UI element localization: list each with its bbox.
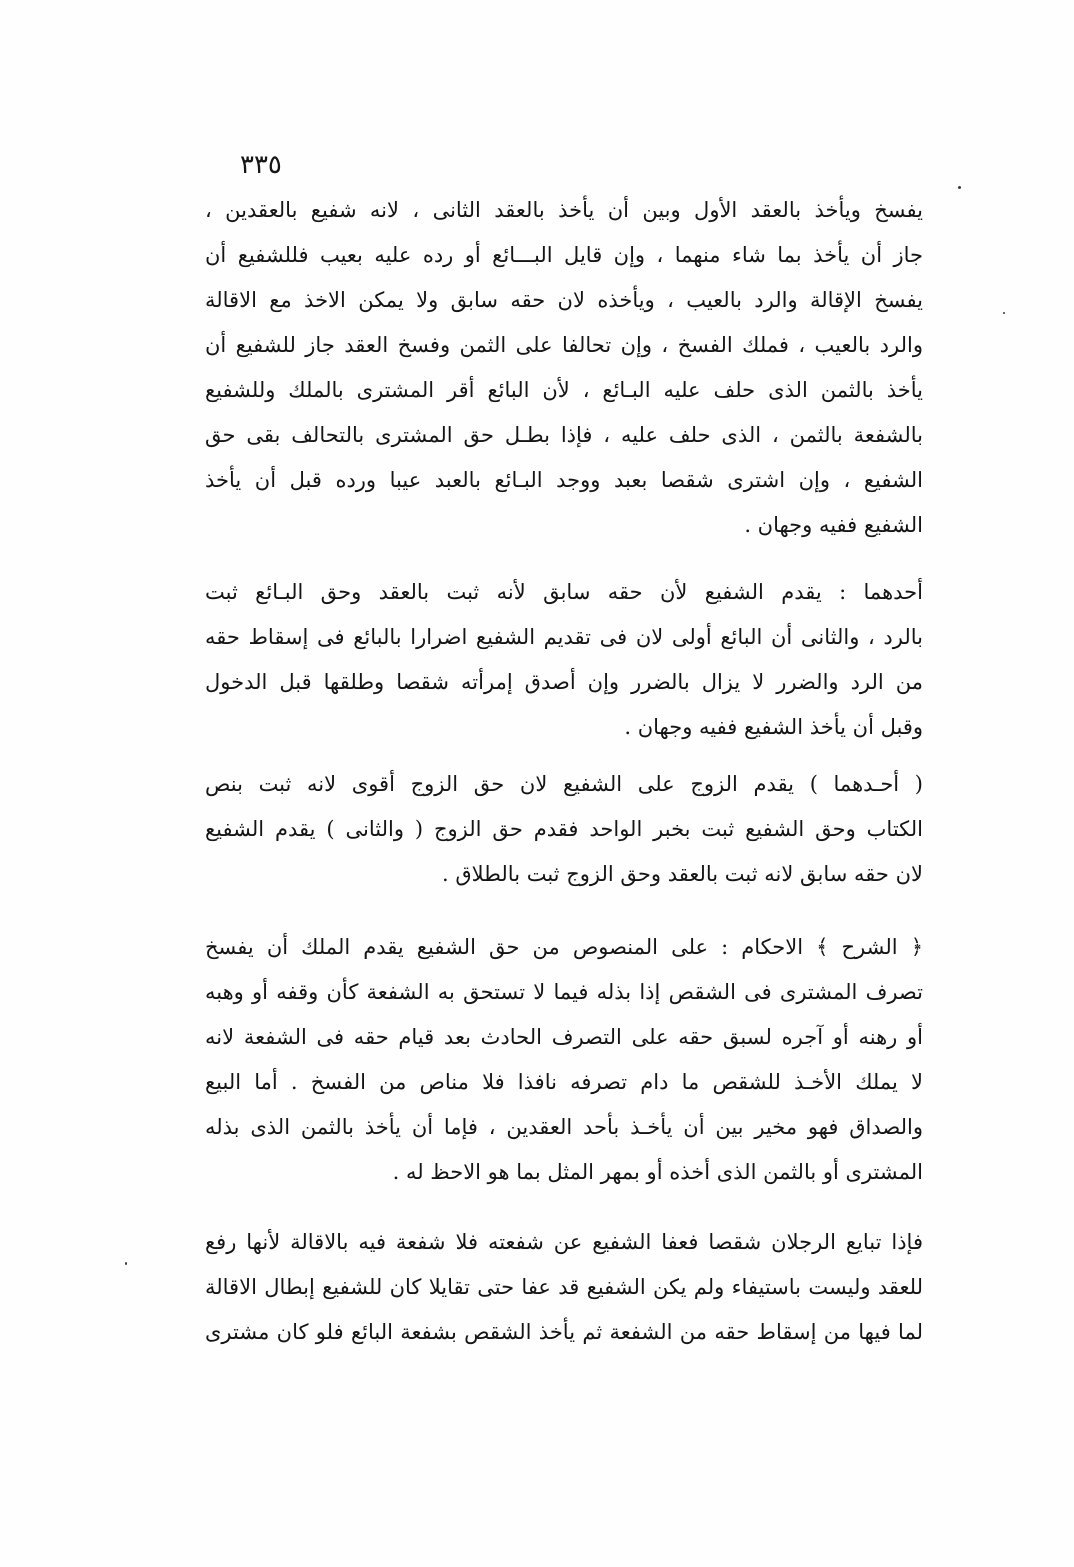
text-line: والصداق فهو مخير بين أن يأخـذ بأحد العقدين ، فإما أن يأخذ بالثمن الذى بذله (205, 1115, 923, 1139)
text-line: ( أحـدهما ) يقدم الزوج على الشفيع لان حق الزوج أقوى لانه ثبت بنص (205, 772, 923, 796)
paragraph-4 (205, 925, 923, 1195)
text-line: يأخذ بالثمن الذى حلف عليه البـائع ، لأن البائع أقر المشترى بالملك وللشفيع (205, 378, 923, 402)
page-number: ٣٣٥ (240, 150, 282, 180)
text-line: بالشفعة بالثمن ، الذى حلف عليه ، فإذا بطـل حق المشترى بالتحالف بقى حق (205, 423, 923, 447)
scan-speck (958, 186, 961, 189)
text-line: تصرف المشترى فى الشقص إذا بذله فيما لا تستحق به الشفعة كأن وقفه أو وهبه (205, 980, 923, 1004)
text-line: بالرد ، والثانى أن البائع أولى لان فى تقديم الشفيع اضرارا بالبائع فى إسقاط حقه (205, 625, 923, 649)
scan-speck (125, 1262, 127, 1265)
text-line: أحدهما : يقدم الشفيع لأن حقه سابق لأنه ثبت بالعقد وحق البـائع ثبت (205, 580, 923, 604)
text-line: الشفيع ففيه وجهان . (744, 513, 923, 537)
text-line: يفسخ الإقالة والرد بالعيب ، ويأخذه لان حقه سابق ولا يمكن الاخذ مع الاقالة (205, 288, 923, 312)
paragraph-5 (205, 1220, 923, 1355)
text-line: للعقد وليست باستيفاء ولم يكن الشفيع قد عفا حتى تقايلا كان للشفيع إبطال الاقالة (205, 1275, 923, 1299)
text-line: والرد بالعيب ، فملك الفسخ ، وإن تحالفا على الثمن وفسخ العقد جاز للشفيع أن (205, 333, 923, 357)
text-line: أو رهنه أو آجره لسبق حقه على التصرف الحادث بعد قيام حقه فى الشفعة لانه (205, 1025, 923, 1049)
text-line: المشترى أو بالثمن الذى أخذه أو بمهر المثل بما هو الاحظ له . (392, 1160, 923, 1184)
text-line: فإذا تبايع الرجلان شقصا فعفا الشفيع عن شفعته فلا شفعة فيه بالاقالة لأنها رفع (205, 1230, 923, 1254)
text-line: يفسخ ويأخذ بالعقد الأول وبين أن يأخذ بالعقد الثانى ، لانه شفيع بالعقدين ، (205, 198, 923, 222)
text-line: لان حقه سابق لانه ثبت بالعقد وحق الزوج ثبت بالطلاق . (442, 862, 923, 886)
scan-speck (1003, 312, 1005, 314)
text-line: من الرد والضرر لا يزال بالضرر وإن أصدق إمرأته شقصا وطلقها قبل الدخول (205, 670, 923, 694)
text-line: الشفيع ، وإن اشترى شقصا بعبد ووجد البـائع بالعبد عيبا ورده قبل أن يأخذ (205, 468, 923, 492)
text-line: ﴿ الشرح ﴾ الاحكام : على المنصوص من حق الشفيع يقدم الملك أن يفسخ (205, 935, 923, 959)
paragraph-1 (205, 188, 923, 548)
text-line: جاز أن يأخذ بما شاء منهما ، وإن قايل البـــائع أو رده عليه بعيب فللشفيع أن (205, 243, 923, 267)
text-line: وقبل أن يأخذ الشفيع ففيه وجهان . (624, 715, 923, 739)
paragraph-2 (205, 570, 923, 750)
text-line: الكتاب وحق الشفيع ثبت بخبر الواحد فقدم حق الزوج ( والثانى ) يقدم الشفيع (205, 817, 923, 841)
text-line: لا يملك الأخـذ للشقص ما دام تصرفه نافذا فلا مناص من الفسخ . أما البيع (205, 1070, 923, 1094)
paragraph-3 (205, 762, 923, 897)
text-line: لما فيها من إسقاط حقه من الشفعة ثم يأخذ الشقص بشفعة البائع فلو كان مشترى (205, 1320, 923, 1344)
